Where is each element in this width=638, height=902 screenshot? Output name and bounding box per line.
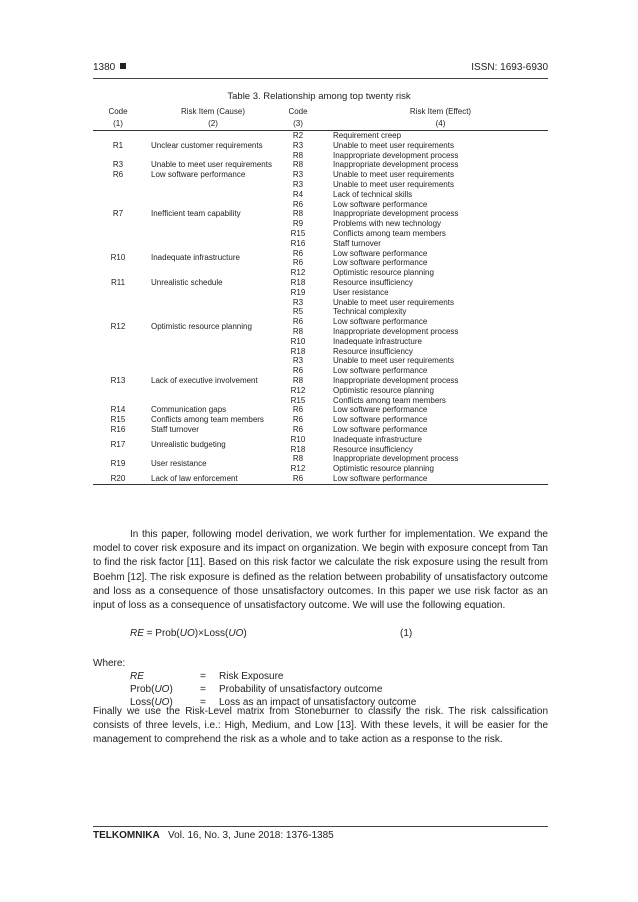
cause-code: R19 — [110, 459, 126, 469]
definition-term — [130, 670, 144, 683]
table-row — [93, 249, 548, 259]
effect-code: R3 — [292, 179, 304, 189]
effect-code: R8 — [292, 375, 304, 385]
footer-details: Vol. 16, No. 3, June 2018: 1376-1385 — [168, 830, 334, 841]
effect-code: R6 — [292, 366, 304, 376]
definition-equals: = — [200, 684, 206, 695]
term-italic: RE — [130, 671, 144, 682]
cause-item: Staff turnover — [151, 424, 199, 434]
definition-term — [130, 683, 173, 696]
equation-mid: )×Loss( — [194, 628, 229, 639]
cause-code: R6 — [112, 170, 124, 180]
page-number: 1380 — [93, 62, 126, 73]
final-text — [93, 705, 548, 748]
footer-rule — [93, 826, 548, 827]
col-header-cause: Risk Item (Cause) — [180, 107, 245, 117]
effect-item: Conflicts among team members — [333, 395, 446, 405]
effect-item: Unable to meet user requirements — [333, 140, 454, 150]
effect-code: R18 — [290, 346, 306, 356]
cause-item: Low software performance — [151, 170, 246, 180]
definition-equals: = — [200, 671, 206, 682]
cause-item: Optimistic resource planning — [151, 322, 252, 332]
cause-item: Lack of law enforcement — [143, 474, 275, 484]
cause-code: R12 — [110, 322, 126, 332]
cause-code: R11 — [110, 277, 126, 287]
effect-item: Inadequate infrastructure — [333, 434, 422, 444]
effect-code: R8 — [292, 454, 304, 464]
term-prefix: Loss( — [130, 697, 155, 708]
effect-item: Conflicts among team members — [333, 228, 446, 238]
header-rule — [93, 78, 548, 79]
table-row — [93, 298, 548, 308]
effect-code: R3 — [292, 356, 304, 366]
effect-code: R8 — [292, 160, 304, 170]
table-row — [93, 435, 548, 445]
table-row — [93, 454, 548, 464]
effect-code: R12 — [290, 385, 306, 395]
equation-1 — [130, 628, 430, 639]
effect-item: Inappropriate development process — [333, 375, 459, 385]
col-number-4: (4) — [435, 119, 446, 129]
equation-end: ) — [243, 628, 247, 639]
cause-code: R13 — [110, 375, 126, 385]
effect-code: R16 — [290, 238, 306, 248]
effect-item: Inappropriate development process — [333, 150, 459, 160]
cause-item: Communication gaps — [151, 405, 227, 415]
equation-lhs: RE — [130, 628, 144, 639]
effect-item: Optimistic resource planning — [333, 268, 434, 278]
definition-row — [93, 670, 548, 683]
effect-code: R18 — [290, 277, 306, 287]
equation-uo1: UO — [179, 628, 195, 639]
effect-code: R18 — [290, 444, 306, 454]
cause-item: User resistance — [151, 459, 207, 469]
effect-code: R6 — [292, 199, 304, 209]
cause-code: R7 — [112, 209, 124, 219]
effect-code: R2 — [275, 131, 321, 141]
table-row — [93, 160, 548, 170]
effect-item: Inappropriate development process — [333, 209, 459, 219]
table-row — [93, 170, 548, 180]
effect-code: R6 — [275, 474, 321, 484]
cause-code: R1 — [93, 131, 143, 161]
where-label: Where: — [93, 658, 126, 669]
cause-item: Inefficient team capability — [151, 209, 241, 219]
cause-item: Conflicts among team members — [151, 415, 264, 425]
term-suffix: ) — [169, 697, 173, 708]
effect-code: R6 — [292, 258, 304, 268]
col-number-1: (1) — [113, 119, 123, 129]
effect-item: Resource insufficiency — [333, 444, 413, 454]
effect-item: Low software performance — [333, 424, 428, 434]
col-number-3: (3) — [293, 119, 303, 129]
effect-code: R15 — [290, 228, 306, 238]
effect-code: R3 — [292, 140, 304, 150]
effect-item: Resource insufficiency — [333, 346, 413, 356]
effect-code: R8 — [292, 209, 304, 219]
effect-item: Lack of technical skills — [333, 189, 413, 199]
effect-item: Unable to meet user requirements — [333, 179, 454, 189]
cause-code: R14 — [110, 405, 126, 415]
effect-item: Problems with new technology — [333, 219, 442, 229]
term-prefix: Prob( — [130, 684, 155, 695]
definition-row — [93, 683, 548, 696]
effect-item: Unable to meet user requirements — [333, 297, 454, 307]
footer-journal: TELKOMNIKA — [93, 830, 160, 841]
body-text — [93, 528, 548, 613]
effect-code: R12 — [290, 268, 306, 278]
effect-code: R19 — [290, 287, 306, 297]
effect-item: Unable to meet user requirements — [333, 170, 454, 180]
table-row — [93, 268, 548, 278]
effect-item: Low software performance — [321, 474, 548, 484]
table-row — [93, 425, 548, 435]
cause-code: R10 — [110, 253, 126, 263]
body-paragraph: In this paper, following model derivation, we work further for implementation. We expand the model to cover risk exposure and its impact on organization. We begin with exposure concept from Tan to find the risk factor [11]. Based on this risk factor we calculate the risk exposure using the result from Boehm [12]. The risk exposure is defined as the relation between probability of unsatisfactory outcome and loss as a consequence of those unsatisfactory outcomes. In this paper we use risk factor as an input of loss as a consequence of unsatisfactory outcome. We will use the following equation. — [93, 529, 548, 612]
effect-item: Technical complexity — [333, 307, 407, 317]
effect-code: R5 — [292, 307, 304, 317]
effect-code: R4 — [292, 189, 304, 199]
equation-uo2: UO — [228, 628, 244, 639]
effect-code: R6 — [292, 317, 304, 327]
term-italic: UO — [154, 697, 170, 708]
definitions-list — [93, 670, 548, 709]
col-header-code-effect: Code — [288, 107, 308, 117]
effect-item: Optimistic resource planning — [333, 385, 434, 395]
cause-code: R20 — [93, 474, 143, 484]
effect-item: User resistance — [333, 287, 389, 297]
effect-code: R8 — [292, 150, 304, 160]
effect-item: Inadequate infrastructure — [333, 336, 422, 346]
final-paragraph: Finally we use the Risk-Level matrix from Stoneburner to classify the risk. The risk calssification consists of three levels, i.e.: High, Medium, and Low [13]. With these levels, it will be easier for the management to comprehend the risk as a whole and to take action as a response to the risk. — [93, 706, 548, 746]
cause-code: R16 — [110, 424, 126, 434]
col-number-2: (2) — [208, 119, 218, 129]
effect-code: R6 — [292, 248, 304, 258]
effect-code: R12 — [290, 464, 306, 474]
effect-item: Resource insufficiency — [333, 277, 413, 287]
col-header-code-cause: Code — [108, 107, 128, 117]
effect-item: Low software performance — [333, 405, 428, 415]
risk-relationship-table — [93, 106, 548, 485]
page-header — [93, 62, 548, 78]
cause-code: R15 — [110, 415, 126, 425]
cause-code: R17 — [110, 439, 126, 449]
effect-code: R10 — [290, 434, 306, 444]
definition-value: Probability of unsatisfactory outcome — [219, 684, 383, 695]
cause-item: Lack of executive involvement — [151, 375, 258, 385]
effect-item: Optimistic resource planning — [333, 464, 434, 474]
cause-item: Unable to meet user requirements — [151, 160, 272, 170]
effect-code: R10 — [290, 336, 306, 346]
effect-item: Low software performance — [333, 415, 428, 425]
effect-code: R3 — [292, 297, 304, 307]
table-row — [93, 474, 548, 484]
effect-code: R3 — [292, 170, 304, 180]
effect-code: R8 — [292, 326, 304, 336]
table-row — [93, 180, 548, 190]
effect-item: Low software performance — [333, 248, 428, 258]
table-row — [93, 405, 548, 415]
effect-code: R15 — [290, 395, 306, 405]
col-header-effect: Risk Item (Effect) — [409, 107, 472, 117]
table-caption: Table 3. Relationship among top twenty risk — [227, 91, 411, 102]
table-row — [93, 415, 548, 425]
effect-item: Requirement creep — [321, 131, 548, 141]
table-body — [93, 106, 548, 484]
effect-item: Inappropriate development process — [333, 326, 459, 336]
table-row — [93, 131, 548, 141]
cause-item: Inadequate infrastructure — [151, 253, 240, 263]
effect-item: Inappropriate development process — [333, 160, 459, 170]
table-number-row — [93, 118, 548, 131]
cause-code: R3 — [112, 160, 124, 170]
definition-value: Loss as an impact of unsatisfactory outcome — [219, 697, 417, 708]
equation-number: (1) — [400, 628, 413, 639]
page-footer — [93, 830, 334, 841]
effect-code: R9 — [292, 219, 304, 229]
equation-eq: = Prob( — [143, 628, 180, 639]
effect-item: Unable to meet user requirements — [333, 356, 454, 366]
effect-item: Low software performance — [333, 317, 428, 327]
table-row — [93, 356, 548, 366]
effect-item: Low software performance — [333, 199, 428, 209]
table-header-row — [93, 106, 548, 118]
square-bullet-icon — [120, 63, 126, 69]
term-italic: UO — [154, 684, 170, 695]
definition-value: Risk Exposure — [219, 671, 284, 682]
effect-item: Low software performance — [333, 258, 428, 268]
cause-item: Unrealistic schedule — [151, 277, 223, 287]
cause-item: Unclear customer requirements — [143, 131, 275, 161]
effect-code: R6 — [292, 405, 304, 415]
term-suffix: ) — [169, 684, 173, 695]
cause-item: Unrealistic budgeting — [151, 439, 226, 449]
effect-item: Inappropriate development process — [333, 454, 459, 464]
effect-item: Staff turnover — [333, 238, 381, 248]
effect-item: Low software performance — [333, 366, 428, 376]
where-block — [93, 657, 548, 709]
effect-code: R6 — [292, 415, 304, 425]
issn-label: ISSN: 1693-6930 — [471, 62, 548, 73]
effect-code: R6 — [292, 424, 304, 434]
definition-equals: = — [200, 697, 206, 708]
